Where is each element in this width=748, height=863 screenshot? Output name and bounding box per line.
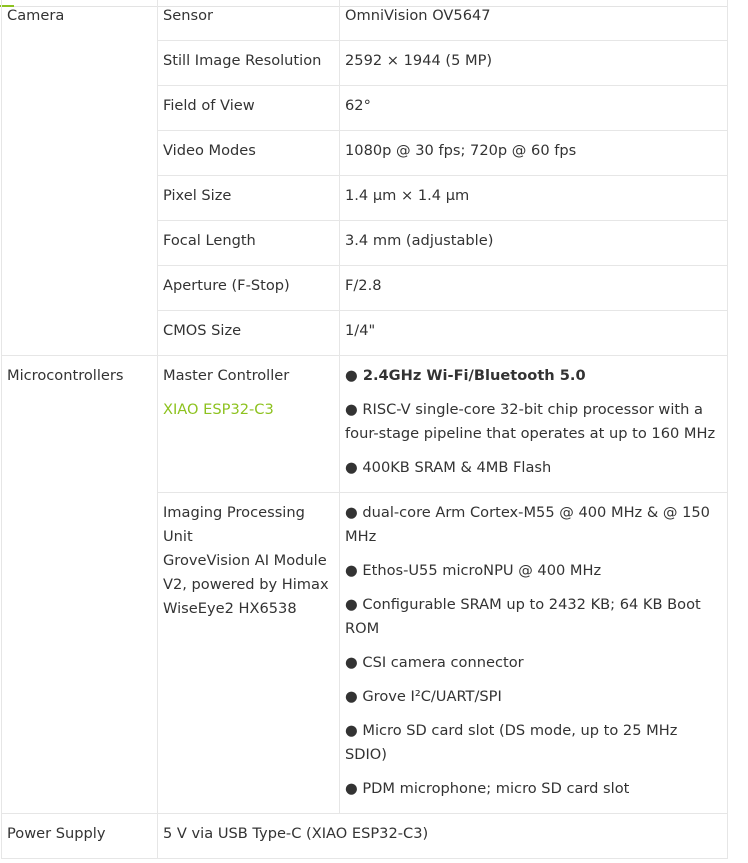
table-row — [2, 0, 728, 41]
spec-label — [158, 41, 340, 86]
spec-value-text: 1/4" — [345, 322, 376, 339]
spec-value — [340, 356, 728, 493]
spec-label-text: Field of View — [163, 97, 255, 114]
category-label: Microcontrollers — [7, 367, 124, 384]
category-power-supply — [2, 814, 158, 859]
spec-label — [158, 356, 340, 493]
bullet-item: ● RISC-V single-core 32-bit chip processor with a four-stage pipeline that operates at up to 160 MHz — [345, 401, 716, 442]
spec-value — [340, 176, 728, 221]
spec-label — [158, 86, 340, 131]
spec-value — [340, 266, 728, 311]
bullet-item: ● Ethos-U55 microNPU @ 400 MHz — [345, 562, 602, 579]
spec-value-text: 2592 × 1944 (5 MP) — [345, 52, 493, 69]
spec-value — [340, 0, 728, 41]
spec-label-text: Master Controller — [163, 367, 290, 384]
scrollbar-track[interactable] — [728, 0, 748, 863]
bullet-item: ● 2.4GHz Wi-Fi/Bluetooth 5.0 — [345, 367, 586, 384]
bullet-item: ● PDM microphone; micro SD card slot — [345, 780, 630, 797]
bullet-item: ● Configurable SRAM up to 2432 KB; 64 KB Boot ROM — [345, 596, 701, 637]
spec-value-text: F/2.8 — [345, 277, 382, 294]
spec-value-text: 3.4 mm (adjustable) — [345, 232, 494, 249]
spec-label-text: Aperture (F-Stop) — [163, 277, 290, 294]
spec-label — [158, 311, 340, 356]
table-row — [2, 814, 728, 859]
spec-label-text: Video Modes — [163, 142, 256, 159]
spec-label-text: Focal Length — [163, 232, 256, 249]
spec-value-text: 5 V via USB Type-C (XIAO ESP32-C3) — [163, 825, 429, 842]
bullet-item: ● CSI camera connector — [345, 654, 524, 671]
category-microcontrollers — [2, 356, 158, 814]
spec-label — [158, 266, 340, 311]
spec-label — [158, 493, 340, 814]
spec-label-text: Pixel Size — [163, 187, 232, 204]
spec-label — [158, 131, 340, 176]
bullet-item: ● Micro SD card slot (DS mode, up to 25 MHz SDIO) — [345, 722, 678, 763]
bullet-item: ● dual-core Arm Cortex-M55 @ 400 MHz & @ 150 MHz — [345, 504, 710, 545]
spec-value — [340, 41, 728, 86]
xiao-esp32-c3-link[interactable]: XIAO ESP32-C3 — [163, 401, 274, 418]
category-camera — [2, 0, 158, 356]
spec-label — [158, 176, 340, 221]
spec-value — [158, 814, 728, 859]
bullet-item: ● 400KB SRAM & 4MB Flash — [345, 459, 552, 476]
spec-value-text: 1080p @ 30 fps; 720p @ 60 fps — [345, 142, 577, 159]
spec-value — [340, 493, 728, 814]
spec-value-text: OmniVision OV5647 — [345, 7, 491, 24]
spec-value — [340, 311, 728, 356]
spec-table — [1, 0, 728, 859]
spec-label-text: Sensor — [163, 7, 214, 24]
category-label: Power Supply — [7, 825, 106, 842]
table-row — [2, 356, 728, 493]
spec-label — [158, 0, 340, 41]
spec-label-text: Still Image Resolution — [163, 52, 322, 69]
spec-value-text: 1.4 μm × 1.4 μm — [345, 187, 470, 204]
spec-label-text: Imaging Processing Unit — [163, 504, 305, 545]
spec-value — [340, 221, 728, 266]
spec-value — [340, 86, 728, 131]
spec-label — [158, 221, 340, 266]
spec-value — [340, 131, 728, 176]
bullet-item: ● Grove I²C/UART/SPI — [345, 688, 502, 705]
category-label: Camera — [7, 7, 65, 24]
spec-label-text: CMOS Size — [163, 322, 242, 339]
spec-sublabel-text: GroveVision AI Module V2, powered by Himax WiseEye2 HX6538 — [163, 552, 329, 617]
spec-value-text: 62° — [345, 97, 371, 114]
